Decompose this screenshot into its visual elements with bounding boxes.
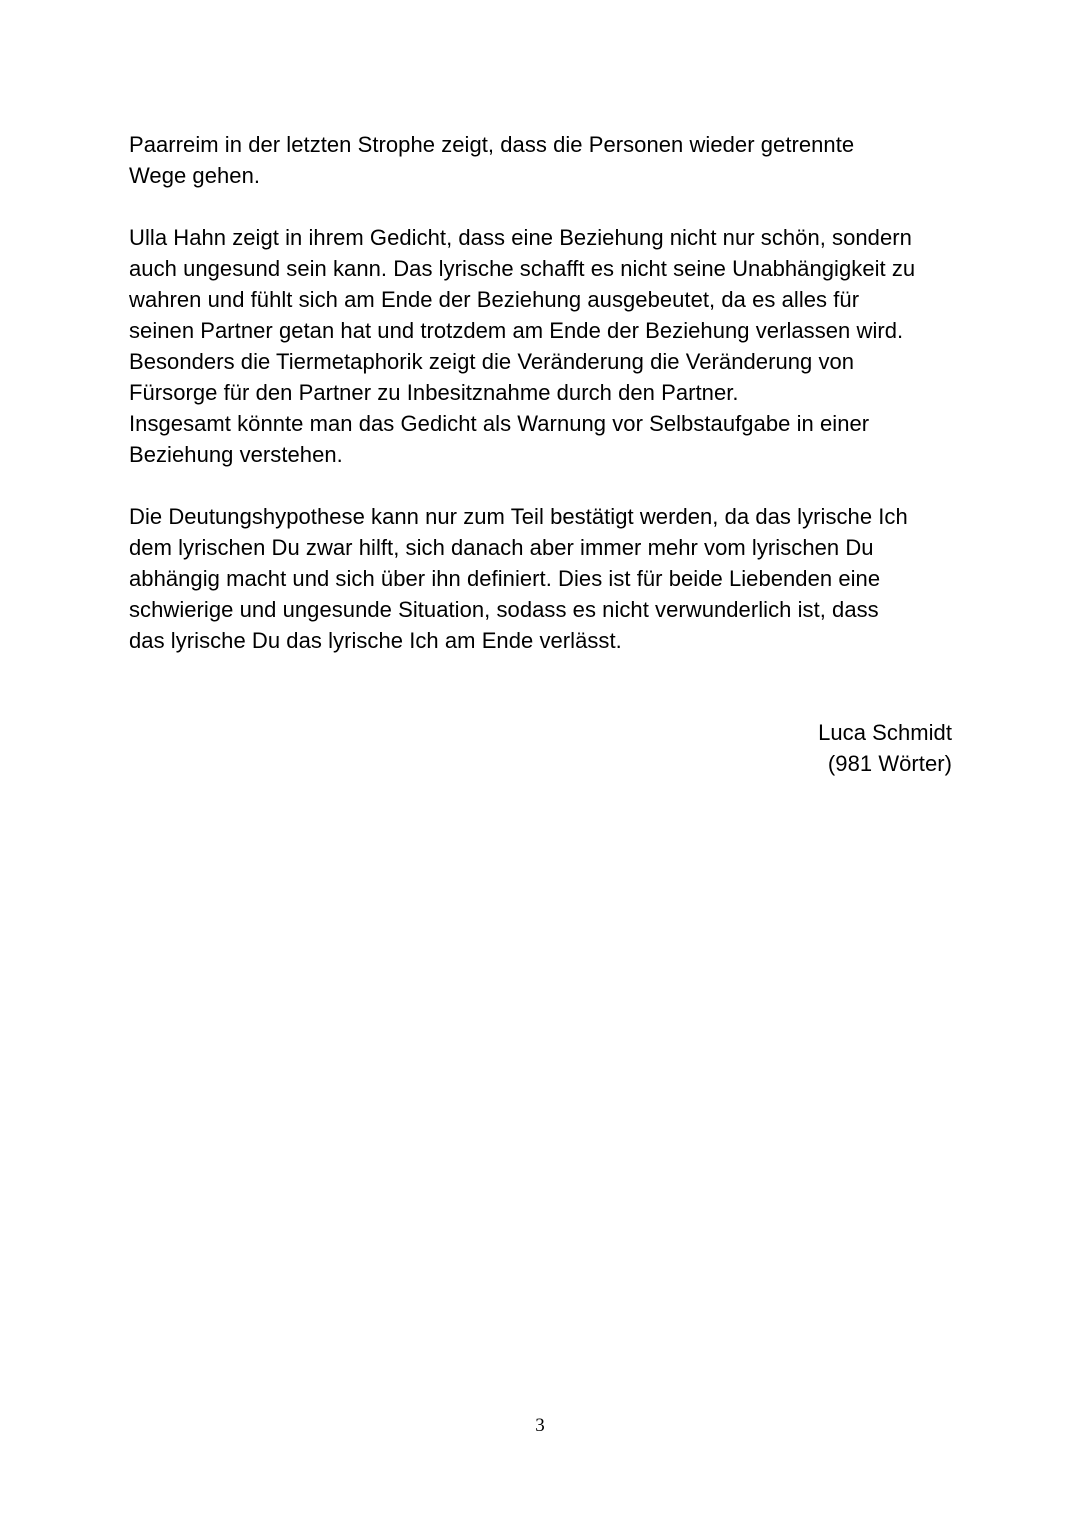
text-line: wahren und fühlt sich am Ende der Beziehung ausgebeutet, da es alles für xyxy=(129,287,860,312)
text-line: Ulla Hahn zeigt in ihrem Gedicht, dass eine Beziehung nicht nur schön, sondern xyxy=(129,225,912,250)
page-number: 3 xyxy=(535,1415,545,1436)
signature-block xyxy=(780,717,952,779)
paragraph-conclusion-rhyme xyxy=(129,129,969,191)
text-line: dem lyrischen Du zwar hilft, sich danach aber immer mehr vom lyrischen Du xyxy=(129,535,874,560)
text-line: Wege gehen. xyxy=(129,163,261,188)
text-line: Insgesamt könnte man das Gedicht als Warnung vor Selbstaufgabe in einer xyxy=(129,411,870,436)
text-line: Beziehung verstehen. xyxy=(129,442,343,467)
text-line: schwierige und ungesunde Situation, sodass es nicht verwunderlich ist, dass xyxy=(129,597,879,622)
text-line: Besonders die Tiermetaphorik zeigt die Veränderung die Veränderung von xyxy=(129,349,855,374)
text-line: abhängig macht und sich über ihn definiert. Dies ist für beide Liebenden eine xyxy=(129,566,881,591)
text-line: Paarreim in der letzten Strophe zeigt, dass die Personen wieder getrennte xyxy=(129,132,855,157)
text-line: Die Deutungshypothese kann nur zum Teil bestätigt werden, da das lyrische Ich xyxy=(129,504,908,529)
paragraph-hypothesis-evaluation xyxy=(129,501,969,656)
paragraph-summary xyxy=(129,222,969,470)
text-line: auch ungesund sein kann. Das lyrische schafft es nicht seine Unabhängigkeit zu xyxy=(129,256,916,281)
word-count: (981 Wörter) xyxy=(827,751,952,776)
author-name: Luca Schmidt xyxy=(818,720,952,745)
text-line: Fürsorge für den Partner zu Inbesitznahme durch den Partner. xyxy=(129,380,739,405)
text-line: das lyrische Du das lyrische Ich am Ende verlässt. xyxy=(129,628,622,653)
text-line: seinen Partner getan hat und trotzdem am Ende der Beziehung verlassen wird. xyxy=(129,318,904,343)
